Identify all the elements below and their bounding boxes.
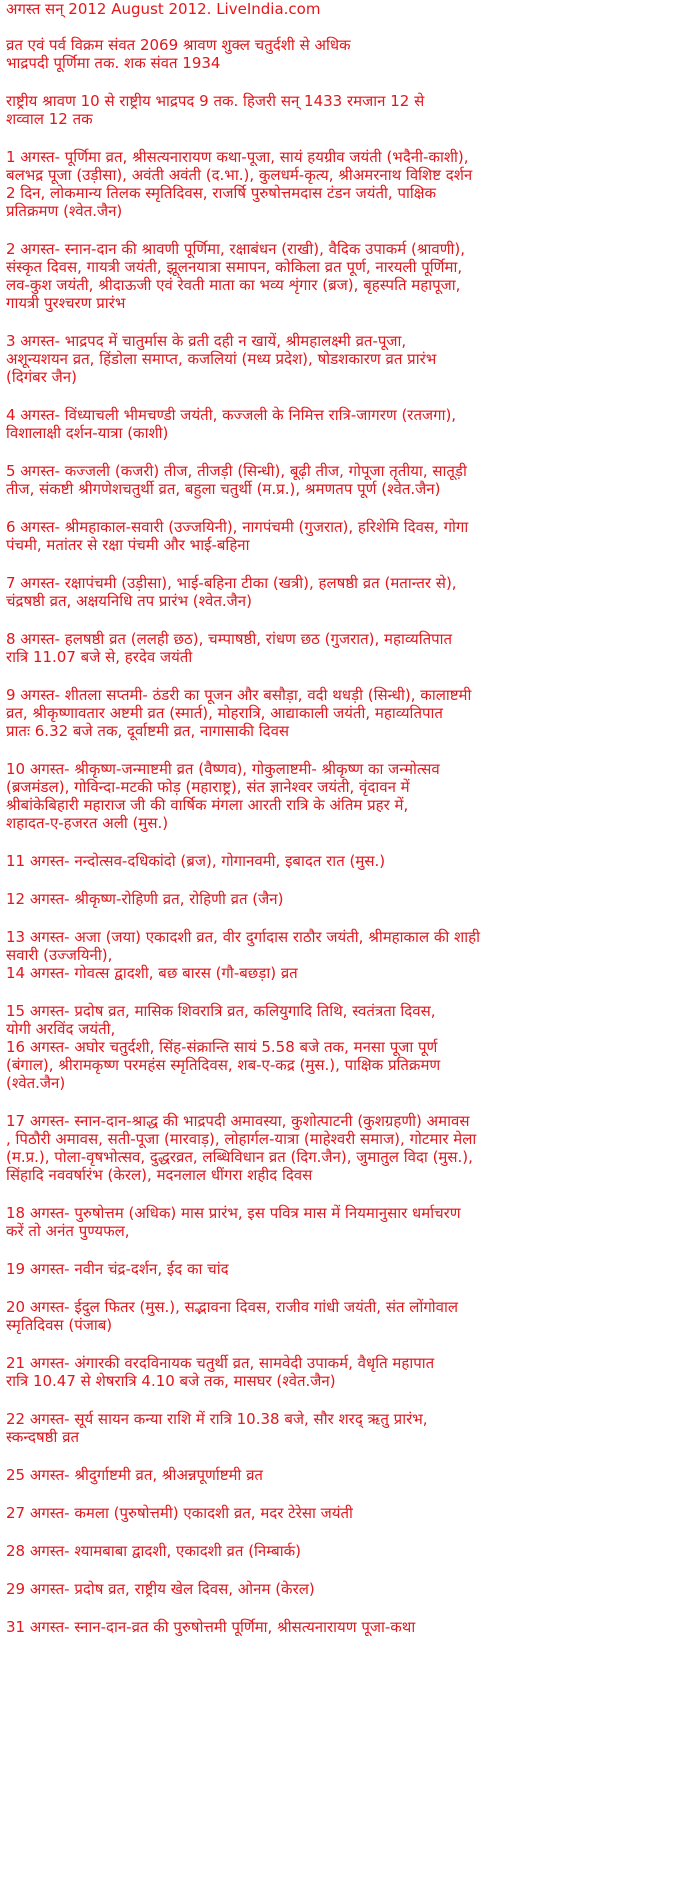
- entry-aug-1: 1 अगस्त- पूर्णिमा व्रत, श्रीसत्यनारायण कथा-पूजा, सायं हयग्रीव जयंती (भदैनी-काशी), बलभद्र पूजा (उड़ीसा), अवंती अवंती (द.भा.), कुलधर्म-कृत्य, श्रीअमरनाथ विशिष्ट दर्शन 2 दिन, लोकमान्य तिलक स्मृतिदिवस, राजर्षि पुरुषोत्तमदास टंडन जयंती, पाक्षिक प्रतिक्रमण (श्वेत.जैन): [6, 148, 473, 220]
- entry-aug-6: 6 अगस्त- श्रीमहाकाल-सवारी (उज्जयिनी), नागपंचमी (गुजरात), हरिशेमि दिवस, गोगा पंचमी, मतांतर से रक्षा पंचमी और भाई-बहिना: [6, 518, 469, 554]
- intro-paragraph-samvat: व्रत एवं पर्व विक्रम संवत 2069 श्रावण शुक्ल चतुर्दशी से अधिक भाद्रपदी पूर्णिमा तक. शक संवत 1934: [6, 36, 351, 72]
- entry-aug-27: 27 अगस्त- कमला (पुरुषोत्तमी) एकादशी व्रत, मदर टेरेसा जयंती: [6, 1504, 353, 1522]
- entry-aug-20: 20 अगस्त- ईदुल फितर (मुस.), सद्भावना दिवस, राजीव गांधी जयंती, संत लोंगोवाल स्मृतिदिवस (पंजाब): [6, 1298, 459, 1334]
- entry-aug-28: 28 अगस्त- श्यामबाबा द्वादशी, एकादशी व्रत (निम्बार्क): [6, 1542, 301, 1560]
- entry-aug-8: 8 अगस्त- हलषष्ठी व्रत (ललही छठ), चम्पाषष्ठी, रांधण छठ (गुजरात), महाव्यतिपात रात्रि 11.07 बजे से, हरदेव जयंती: [6, 630, 453, 666]
- entry-aug-12: 12 अगस्त- श्रीकृष्ण-रोहिणी व्रत, रोहिणी व्रत (जैन): [6, 890, 284, 908]
- entry-aug-10: 10 अगस्त- श्रीकृष्ण-जन्माष्टमी व्रत (वैष्णव), गोकुलाष्टमी- श्रीकृष्ण का जन्मोत्सव (ब्रजमंडल), गोविन्दा-मटकी फोड़ (महाराष्ट्र), संत ज्ञानेश्वर जयंती, वृंदावन में श्रीबांकेबिहारी महाराज जी की वार्षिक मंगला आरती रात्रि के अंतिम प्रहर में, शहादत-ए-हजरत अली (मुस.): [6, 760, 440, 832]
- entry-aug-21: 21 अगस्त- अंगारकी वरदविनायक चतुर्थी व्रत, सामवेदी उपाकर्म, वैधृति महापात रात्रि 10.47 से शेषरात्रि 4.10 बजे तक, मासघर (श्वेत.जैन): [6, 1354, 435, 1390]
- entry-aug-7: 7 अगस्त- रक्षापंचमी (उड़ीसा), भाई-बहिना टीका (खत्री), हलषष्ठी व्रत (मतान्तर से), चंद्रषष्ठी व्रत, अक्षयनिधि तप प्रारंभ (श्वेत.जैन): [6, 574, 457, 610]
- entry-aug-18: 18 अगस्त- पुरुषोत्तम (अधिक) मास प्रारंभ, इस पवित्र मास में नियमानुसार धर्माचरण करें तो अनंत पुण्यफल,: [6, 1204, 461, 1240]
- entry-aug-3: 3 अगस्त- भाद्रपद में चातुर्मास के व्रती दही न खायें, श्रीमहालक्ष्मी व्रत-पूजा, अशून्यशयन व्रत, हिंडोला समाप्त, कजलियां (मध्य प्रदेश), षोडशकारण व्रत प्रारंभ (दिगंबर जैन): [6, 332, 437, 386]
- entry-aug-11: 11 अगस्त- नन्दोत्सव-दधिकांदो (ब्रज), गोगानवमी, इबादत रात (मुस.): [6, 852, 386, 870]
- entry-aug-4: 4 अगस्त- विंध्याचली भीमचण्डी जयंती, कज्जली के निमित्त रात्रि-जागरण (रतजगा), विशालाक्षी दर्शन-यात्रा (काशी): [6, 406, 457, 442]
- entry-aug-13-14: 13 अगस्त- अजा (जया) एकादशी व्रत, वीर दुर्गादास राठौर जयंती, श्रीमहाकाल की शाही सवारी (उज्जयिनी), 14 अगस्त- गोवत्स द्वादशी, बछ बारस (गौ-बछड़ा) व्रत: [6, 928, 480, 982]
- entry-aug-9: 9 अगस्त- शीतला सप्तमी- ठंडरी का पूजन और बसौड़ा, वदी थधड़ी (सिन्धी), कालाष्टमी व्रत, श्रीकृष्णावतार अष्टमी व्रत (स्मार्त), मोहरात्रि, आद्याकाली जयंती, महाव्यतिपात प्रातः 6.32 बजे तक, दूर्वाष्टमी व्रत, नागासाकी दिवस: [6, 686, 472, 740]
- entry-aug-15-16: 15 अगस्त- प्रदोष व्रत, मासिक शिवरात्रि व्रत, कलियुगादि तिथि, स्वतंत्रता दिवस, योगी अरविंद जयंती, 16 अगस्त- अघोर चतुर्दशी, सिंह-संक्रान्ति सायं 5.58 बजे तक, मनसा पूजा पूर्ण (बंगाल), श्रीरामकृष्ण परमहंस स्मृतिदिवस, शब-ए-कद्र (मुस.), पाक्षिक प्रतिक्रमण (श्वेत.जैन): [6, 1002, 441, 1092]
- page-title: अगस्त सन् 2012 August 2012. LiveIndia.com: [6, 0, 321, 18]
- entry-aug-2: 2 अगस्त- स्नान-दान की श्रावणी पूर्णिमा, रक्षाबंधन (राखी), वैदिक उपाकर्म (श्रावणी), संस्कृत दिवस, गायत्री जयंती, झूलनयात्रा समापन, कोकिला व्रत पूर्ण, नारयली पूर्णिमा, लव-कुश जयंती, श्रीदाऊजी एवं रेवती माता का भव्य शृंगार (ब्रज), बृहस्पति महापूजा, गायत्री पुरश्चरण प्रारंभ: [6, 240, 466, 312]
- entry-aug-31: 31 अगस्त- स्नान-दान-व्रत की पुरुषोत्तमी पूर्णिमा, श्रीसत्यनारायण पूजा-कथा: [6, 1618, 416, 1636]
- calendar-document: [6, 0, 696, 1636]
- entry-aug-5: 5 अगस्त- कज्जली (कजरी) तीज, तीजड़ी (सिन्धी), बूढ़ी तीज, गोपूजा तृतीया, सातूड़ी तीज, संकष्टी श्रीगणेशचतुर्थी व्रत, बहुला चतुर्थी (म.प्र.), श्रमणतप पूर्ण (श्वेत.जैन): [6, 462, 467, 498]
- entry-aug-22: 22 अगस्त- सूर्य सायन कन्या राशि में रात्रि 10.38 बजे, सौर शरद् ऋतु प्रारंभ, स्कन्दषष्ठी व्रत: [6, 1410, 428, 1446]
- entry-aug-29: 29 अगस्त- प्रदोष व्रत, राष्ट्रीय खेल दिवस, ओनम (केरल): [6, 1580, 315, 1598]
- entry-aug-25: 25 अगस्त- श्रीदुर्गाष्टमी व्रत, श्रीअन्नपूर्णाष्टमी व्रत: [6, 1466, 263, 1484]
- intro-paragraph-national: राष्ट्रीय श्रावण 10 से राष्ट्रीय भाद्रपद 9 तक. हिजरी सन् 1433 रमजान 12 से शव्वाल 12 तक: [6, 92, 425, 128]
- entry-aug-17: 17 अगस्त- स्नान-दान-श्राद्ध की भाद्रपदी अमावस्या, कुशोत्पाटनी (कुशग्रहणी) अमावस , पिठौरी अमावस, सती-पूजा (मारवाड़), लोहार्गल-यात्रा (माहेश्वरी समाज), गोटमार मेला (म.प्र.), पोला-वृषभोत्सव, दुद्धरव्रत, लब्धिविधान व्रत (दिग.जैन), जुमातुल विदा (मुस.), सिंहादि नववर्षारंभ (केरल), मदनलाल धींगरा शहीद दिवस: [6, 1112, 477, 1184]
- entry-aug-19: 19 अगस्त- नवीन चंद्र-दर्शन, ईद का चांद: [6, 1260, 229, 1278]
